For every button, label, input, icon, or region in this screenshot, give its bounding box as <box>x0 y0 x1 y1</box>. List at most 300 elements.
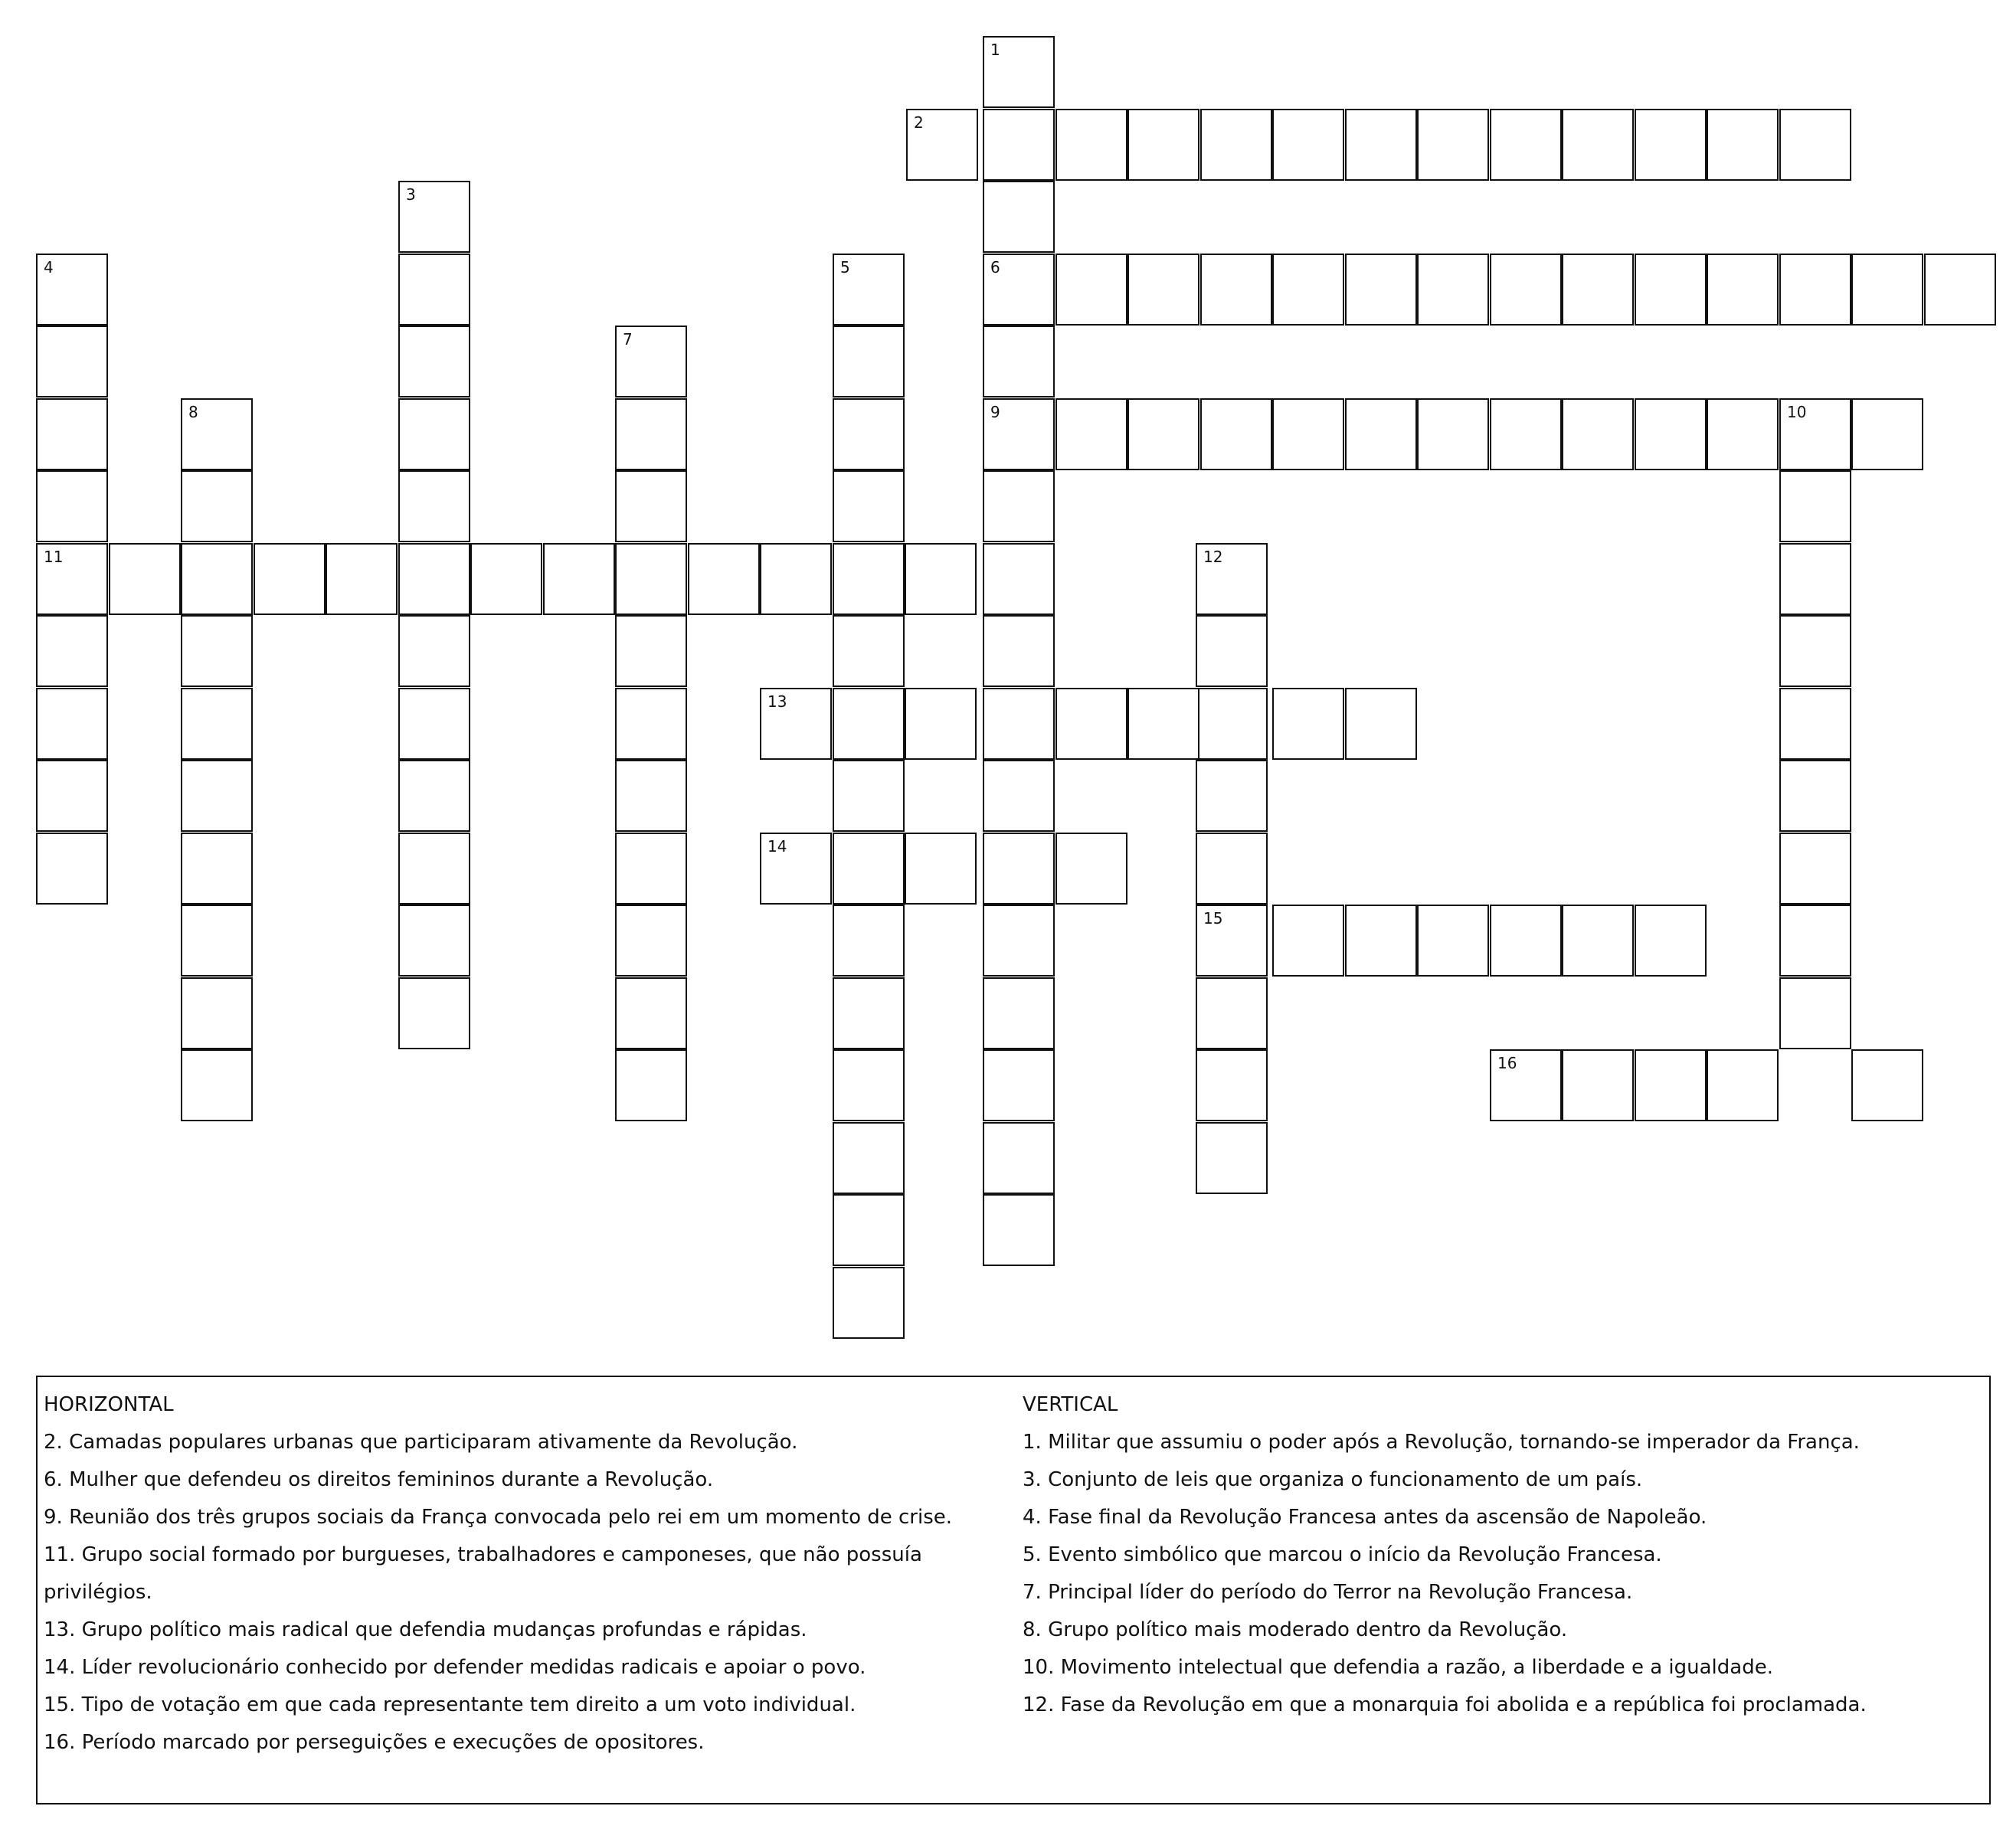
cell-input[interactable] <box>984 327 1053 396</box>
cell-input[interactable] <box>617 400 686 469</box>
grid-cell[interactable] <box>1345 905 1417 977</box>
cell-input[interactable] <box>182 617 251 685</box>
cell-input[interactable] <box>617 327 686 396</box>
cell-input[interactable] <box>400 182 469 251</box>
grid-cell[interactable] <box>36 688 108 760</box>
cell-input[interactable] <box>1202 400 1271 469</box>
grid-cell[interactable] <box>833 833 905 905</box>
grid-cell[interactable] <box>36 615 108 687</box>
grid-cell[interactable] <box>181 977 253 1049</box>
grid-cell[interactable] <box>983 470 1055 542</box>
cell-input[interactable] <box>1197 617 1266 685</box>
cell-input[interactable] <box>984 472 1053 541</box>
cell-input[interactable] <box>1781 110 1850 179</box>
grid-cell[interactable] <box>1490 254 1562 326</box>
cell-input[interactable] <box>834 979 903 1048</box>
cell-input[interactable] <box>1057 400 1126 469</box>
grid-cell[interactable] <box>1635 398 1707 470</box>
cell-input[interactable] <box>400 472 469 541</box>
grid-cell[interactable] <box>181 905 253 977</box>
grid-cell[interactable] <box>1779 688 1851 760</box>
cell-input[interactable] <box>182 834 251 903</box>
cell-input[interactable] <box>400 834 469 903</box>
grid-cell[interactable] <box>615 543 687 615</box>
grid-cell[interactable] <box>398 760 470 832</box>
grid-cell[interactable] <box>906 109 978 181</box>
cell-input[interactable] <box>38 834 106 903</box>
grid-cell[interactable] <box>1779 398 1851 470</box>
grid-cell[interactable] <box>983 1049 1055 1121</box>
grid-cell[interactable] <box>833 398 905 470</box>
grid-cell[interactable] <box>1635 109 1707 181</box>
cell-input[interactable] <box>834 1196 903 1265</box>
grid-cell[interactable] <box>1635 254 1707 326</box>
cell-input[interactable] <box>906 834 975 903</box>
grid-cell[interactable] <box>36 326 108 398</box>
grid-cell[interactable] <box>1562 254 1634 326</box>
cell-input[interactable] <box>400 906 469 975</box>
grid-cell[interactable] <box>1779 977 1851 1049</box>
cell-input[interactable] <box>1563 400 1632 469</box>
grid-cell[interactable] <box>760 688 832 760</box>
cell-input[interactable] <box>1197 689 1266 758</box>
cell-input[interactable] <box>182 545 251 613</box>
grid-cell[interactable] <box>615 398 687 470</box>
cell-input[interactable] <box>1491 255 1560 324</box>
cell-input[interactable] <box>1129 255 1198 324</box>
grid-cell[interactable] <box>1779 470 1851 542</box>
cell-input[interactable] <box>1057 689 1126 758</box>
grid-cell[interactable] <box>983 615 1055 687</box>
cell-input[interactable] <box>984 761 1053 830</box>
cell-input[interactable] <box>1708 255 1777 324</box>
grid-cell[interactable] <box>1779 615 1851 687</box>
cell-input[interactable] <box>182 979 251 1048</box>
grid-cell[interactable] <box>983 905 1055 977</box>
cell-input[interactable] <box>1347 689 1415 758</box>
grid-cell[interactable] <box>398 688 470 760</box>
cell-input[interactable] <box>1853 400 1922 469</box>
cell-input[interactable] <box>617 472 686 541</box>
grid-cell[interactable] <box>833 688 905 760</box>
grid-cell[interactable] <box>254 543 326 615</box>
cell-input[interactable] <box>1274 906 1343 975</box>
grid-cell[interactable] <box>833 1194 905 1266</box>
grid-cell[interactable] <box>1272 109 1344 181</box>
grid-cell[interactable] <box>615 1049 687 1121</box>
cell-input[interactable] <box>1563 110 1632 179</box>
cell-input[interactable] <box>617 689 686 758</box>
grid-cell[interactable] <box>1707 109 1779 181</box>
cell-input[interactable] <box>400 689 469 758</box>
cell-input[interactable] <box>400 400 469 469</box>
cell-input[interactable] <box>1708 1051 1777 1120</box>
grid-cell[interactable] <box>615 326 687 398</box>
grid-cell[interactable] <box>833 1122 905 1194</box>
grid-cell[interactable] <box>1635 1049 1707 1121</box>
grid-cell[interactable] <box>36 760 108 832</box>
cell-input[interactable] <box>1781 689 1850 758</box>
cell-input[interactable] <box>984 1124 1053 1193</box>
cell-input[interactable] <box>984 255 1053 324</box>
cell-input[interactable] <box>1926 255 1995 324</box>
grid-cell[interactable] <box>1417 254 1489 326</box>
grid-cell[interactable] <box>1851 398 1923 470</box>
cell-input[interactable] <box>689 545 758 613</box>
grid-cell[interactable] <box>398 470 470 542</box>
grid-cell[interactable] <box>1127 688 1199 760</box>
grid-cell[interactable] <box>1562 1049 1634 1121</box>
grid-cell[interactable] <box>1272 905 1344 977</box>
grid-cell[interactable] <box>1490 398 1562 470</box>
grid-cell[interactable] <box>181 1049 253 1121</box>
cell-input[interactable] <box>1491 906 1560 975</box>
cell-input[interactable] <box>834 400 903 469</box>
cell-input[interactable] <box>1057 110 1126 179</box>
cell-input[interactable] <box>617 834 686 903</box>
grid-cell[interactable] <box>1562 398 1634 470</box>
cell-input[interactable] <box>1708 110 1777 179</box>
grid-cell[interactable] <box>905 833 977 905</box>
grid-cell[interactable] <box>1272 688 1344 760</box>
grid-cell[interactable] <box>983 326 1055 398</box>
cell-input[interactable] <box>1202 110 1271 179</box>
grid-cell[interactable] <box>983 833 1055 905</box>
grid-cell[interactable] <box>1779 760 1851 832</box>
cell-input[interactable] <box>1274 110 1343 179</box>
grid-cell[interactable] <box>36 398 108 470</box>
grid-cell[interactable] <box>1196 760 1268 832</box>
cell-input[interactable] <box>38 617 106 685</box>
cell-input[interactable] <box>1563 1051 1632 1120</box>
grid-cell[interactable] <box>983 688 1055 760</box>
cell-input[interactable] <box>1197 1124 1266 1193</box>
cell-input[interactable] <box>1781 255 1850 324</box>
grid-cell[interactable] <box>398 398 470 470</box>
cell-input[interactable] <box>1491 1051 1560 1120</box>
grid-cell[interactable] <box>398 254 470 326</box>
cell-input[interactable] <box>761 545 830 613</box>
cell-input[interactable] <box>834 255 903 324</box>
grid-cell[interactable] <box>1417 398 1489 470</box>
grid-cell[interactable] <box>36 254 108 326</box>
cell-input[interactable] <box>1781 617 1850 685</box>
grid-cell[interactable] <box>833 905 905 977</box>
grid-cell[interactable] <box>615 688 687 760</box>
grid-cell[interactable] <box>1562 905 1634 977</box>
grid-cell[interactable] <box>1196 615 1268 687</box>
cell-input[interactable] <box>327 545 396 613</box>
cell-input[interactable] <box>984 182 1053 251</box>
cell-input[interactable] <box>834 545 903 613</box>
grid-cell[interactable] <box>1196 1049 1268 1121</box>
cell-input[interactable] <box>984 906 1053 975</box>
cell-input[interactable] <box>400 617 469 685</box>
grid-cell[interactable] <box>109 543 181 615</box>
grid-cell[interactable] <box>36 470 108 542</box>
cell-input[interactable] <box>1057 834 1126 903</box>
cell-input[interactable] <box>38 472 106 541</box>
grid-cell[interactable] <box>1127 254 1199 326</box>
grid-cell[interactable] <box>181 470 253 542</box>
cell-input[interactable] <box>906 545 975 613</box>
cell-input[interactable] <box>834 906 903 975</box>
cell-input[interactable] <box>545 545 614 613</box>
cell-input[interactable] <box>1202 255 1271 324</box>
grid-cell[interactable] <box>905 688 977 760</box>
grid-cell[interactable] <box>1196 977 1268 1049</box>
grid-cell[interactable] <box>760 833 832 905</box>
cell-input[interactable] <box>1853 255 1922 324</box>
grid-cell[interactable] <box>615 470 687 542</box>
cell-input[interactable] <box>1563 255 1632 324</box>
grid-cell[interactable] <box>615 615 687 687</box>
grid-cell[interactable] <box>983 254 1055 326</box>
cell-input[interactable] <box>761 689 830 758</box>
cell-input[interactable] <box>400 327 469 396</box>
cell-input[interactable] <box>1636 906 1705 975</box>
cell-input[interactable] <box>834 834 903 903</box>
grid-cell[interactable] <box>1779 543 1851 615</box>
grid-cell[interactable] <box>1196 1122 1268 1194</box>
grid-cell[interactable] <box>1707 398 1779 470</box>
cell-input[interactable] <box>1274 255 1343 324</box>
cell-input[interactable] <box>1491 400 1560 469</box>
cell-input[interactable] <box>38 689 106 758</box>
cell-input[interactable] <box>984 38 1053 106</box>
grid-cell[interactable] <box>1272 254 1344 326</box>
cell-input[interactable] <box>1491 110 1560 179</box>
cell-input[interactable] <box>1274 689 1343 758</box>
cell-input[interactable] <box>1781 472 1850 541</box>
cell-input[interactable] <box>1781 545 1850 613</box>
grid-cell[interactable] <box>181 543 253 615</box>
grid-cell[interactable] <box>1490 109 1562 181</box>
grid-cell[interactable] <box>1127 398 1199 470</box>
grid-cell[interactable] <box>833 760 905 832</box>
cell-input[interactable] <box>182 906 251 975</box>
cell-input[interactable] <box>1419 110 1487 179</box>
cell-input[interactable] <box>1636 1051 1705 1120</box>
grid-cell[interactable] <box>1055 254 1127 326</box>
grid-cell[interactable] <box>833 470 905 542</box>
grid-cell[interactable] <box>1635 905 1707 977</box>
grid-cell[interactable] <box>1779 905 1851 977</box>
cell-input[interactable] <box>1347 255 1415 324</box>
grid-cell[interactable] <box>1200 109 1272 181</box>
cell-input[interactable] <box>182 1051 251 1120</box>
grid-cell[interactable] <box>1345 688 1417 760</box>
cell-input[interactable] <box>984 1051 1053 1120</box>
cell-input[interactable] <box>906 689 975 758</box>
cell-input[interactable] <box>984 834 1053 903</box>
grid-cell[interactable] <box>1055 833 1127 905</box>
cell-input[interactable] <box>1274 400 1343 469</box>
cell-input[interactable] <box>1781 906 1850 975</box>
grid-cell[interactable] <box>905 543 977 615</box>
cell-input[interactable] <box>834 689 903 758</box>
grid-cell[interactable] <box>983 36 1055 108</box>
grid-cell[interactable] <box>398 326 470 398</box>
cell-input[interactable] <box>834 472 903 541</box>
cell-input[interactable] <box>1197 545 1266 613</box>
grid-cell[interactable] <box>398 181 470 253</box>
grid-cell[interactable] <box>1345 109 1417 181</box>
grid-cell[interactable] <box>833 615 905 687</box>
cell-input[interactable] <box>1636 110 1705 179</box>
cell-input[interactable] <box>1129 400 1198 469</box>
grid-cell[interactable] <box>983 543 1055 615</box>
grid-cell[interactable] <box>833 1049 905 1121</box>
cell-input[interactable] <box>400 761 469 830</box>
grid-cell[interactable] <box>833 977 905 1049</box>
cell-input[interactable] <box>834 617 903 685</box>
cell-input[interactable] <box>1781 979 1850 1048</box>
cell-input[interactable] <box>400 255 469 324</box>
cell-input[interactable] <box>984 979 1053 1048</box>
grid-cell[interactable] <box>1200 254 1272 326</box>
grid-cell[interactable] <box>983 398 1055 470</box>
grid-cell[interactable] <box>181 615 253 687</box>
cell-input[interactable] <box>400 545 469 613</box>
grid-cell[interactable] <box>398 543 470 615</box>
cell-input[interactable] <box>1347 906 1415 975</box>
grid-cell[interactable] <box>1196 688 1268 760</box>
cell-input[interactable] <box>400 979 469 1048</box>
grid-cell[interactable] <box>181 760 253 832</box>
grid-cell[interactable] <box>1196 543 1268 615</box>
cell-input[interactable] <box>1197 979 1266 1048</box>
cell-input[interactable] <box>617 979 686 1048</box>
cell-input[interactable] <box>834 1268 903 1337</box>
cell-input[interactable] <box>984 617 1053 685</box>
cell-input[interactable] <box>1781 834 1850 903</box>
cell-input[interactable] <box>1197 1051 1266 1120</box>
cell-input[interactable] <box>984 545 1053 613</box>
cell-input[interactable] <box>182 472 251 541</box>
grid-cell[interactable] <box>615 905 687 977</box>
cell-input[interactable] <box>1419 906 1487 975</box>
grid-cell[interactable] <box>1196 905 1268 977</box>
grid-cell[interactable] <box>983 109 1055 181</box>
grid-cell[interactable] <box>1924 254 1996 326</box>
grid-cell[interactable] <box>181 688 253 760</box>
cell-input[interactable] <box>472 545 541 613</box>
grid-cell[interactable] <box>1200 398 1272 470</box>
cell-input[interactable] <box>984 689 1053 758</box>
grid-cell[interactable] <box>983 1194 1055 1266</box>
cell-input[interactable] <box>182 689 251 758</box>
cell-input[interactable] <box>1347 400 1415 469</box>
cell-input[interactable] <box>255 545 324 613</box>
grid-cell[interactable] <box>833 326 905 398</box>
grid-cell[interactable] <box>1707 254 1779 326</box>
grid-cell[interactable] <box>983 760 1055 832</box>
cell-input[interactable] <box>617 906 686 975</box>
cell-input[interactable] <box>182 400 251 469</box>
grid-cell[interactable] <box>398 615 470 687</box>
cell-input[interactable] <box>617 617 686 685</box>
cell-input[interactable] <box>834 1124 903 1193</box>
grid-cell[interactable] <box>1345 398 1417 470</box>
cell-input[interactable] <box>1563 906 1632 975</box>
grid-cell[interactable] <box>181 833 253 905</box>
grid-cell[interactable] <box>833 543 905 615</box>
cell-input[interactable] <box>1129 689 1198 758</box>
grid-cell[interactable] <box>983 977 1055 1049</box>
grid-cell[interactable] <box>1055 109 1127 181</box>
cell-input[interactable] <box>1197 906 1266 975</box>
grid-cell[interactable] <box>36 833 108 905</box>
cell-input[interactable] <box>984 1196 1053 1265</box>
grid-cell[interactable] <box>1055 398 1127 470</box>
cell-input[interactable] <box>984 110 1053 179</box>
grid-cell[interactable] <box>983 181 1055 253</box>
cell-input[interactable] <box>1197 834 1266 903</box>
grid-cell[interactable] <box>398 905 470 977</box>
grid-cell[interactable] <box>1417 905 1489 977</box>
cell-input[interactable] <box>1419 400 1487 469</box>
cell-input[interactable] <box>1347 110 1415 179</box>
cell-input[interactable] <box>834 1051 903 1120</box>
cell-input[interactable] <box>38 255 106 324</box>
grid-cell[interactable] <box>36 543 108 615</box>
grid-cell[interactable] <box>181 398 253 470</box>
grid-cell[interactable] <box>1851 254 1923 326</box>
grid-cell[interactable] <box>398 833 470 905</box>
grid-cell[interactable] <box>1490 1049 1562 1121</box>
grid-cell[interactable] <box>983 1122 1055 1194</box>
cell-input[interactable] <box>110 545 179 613</box>
grid-cell[interactable] <box>1562 109 1634 181</box>
cell-input[interactable] <box>834 761 903 830</box>
cell-input[interactable] <box>1853 1051 1922 1120</box>
grid-cell[interactable] <box>1196 833 1268 905</box>
grid-cell[interactable] <box>1055 688 1127 760</box>
cell-input[interactable] <box>617 761 686 830</box>
cell-input[interactable] <box>1197 761 1266 830</box>
grid-cell[interactable] <box>1707 1049 1779 1121</box>
grid-cell[interactable] <box>1272 398 1344 470</box>
grid-cell[interactable] <box>470 543 542 615</box>
grid-cell[interactable] <box>1417 109 1489 181</box>
grid-cell[interactable] <box>1851 1049 1923 1121</box>
grid-cell[interactable] <box>615 760 687 832</box>
grid-cell[interactable] <box>688 543 760 615</box>
cell-input[interactable] <box>761 834 830 903</box>
cell-input[interactable] <box>1781 400 1850 469</box>
cell-input[interactable] <box>38 327 106 396</box>
cell-input[interactable] <box>1636 400 1705 469</box>
grid-cell[interactable] <box>833 1267 905 1339</box>
cell-input[interactable] <box>1419 255 1487 324</box>
cell-input[interactable] <box>1781 761 1850 830</box>
grid-cell[interactable] <box>1779 109 1851 181</box>
cell-input[interactable] <box>38 545 106 613</box>
cell-input[interactable] <box>182 761 251 830</box>
cell-input[interactable] <box>908 110 977 179</box>
grid-cell[interactable] <box>543 543 615 615</box>
grid-cell[interactable] <box>615 833 687 905</box>
cell-input[interactable] <box>1057 255 1126 324</box>
grid-cell[interactable] <box>326 543 398 615</box>
grid-cell[interactable] <box>1779 833 1851 905</box>
grid-cell[interactable] <box>1127 109 1199 181</box>
grid-cell[interactable] <box>398 977 470 1049</box>
cell-input[interactable] <box>984 400 1053 469</box>
grid-cell[interactable] <box>615 977 687 1049</box>
grid-cell[interactable] <box>760 543 832 615</box>
